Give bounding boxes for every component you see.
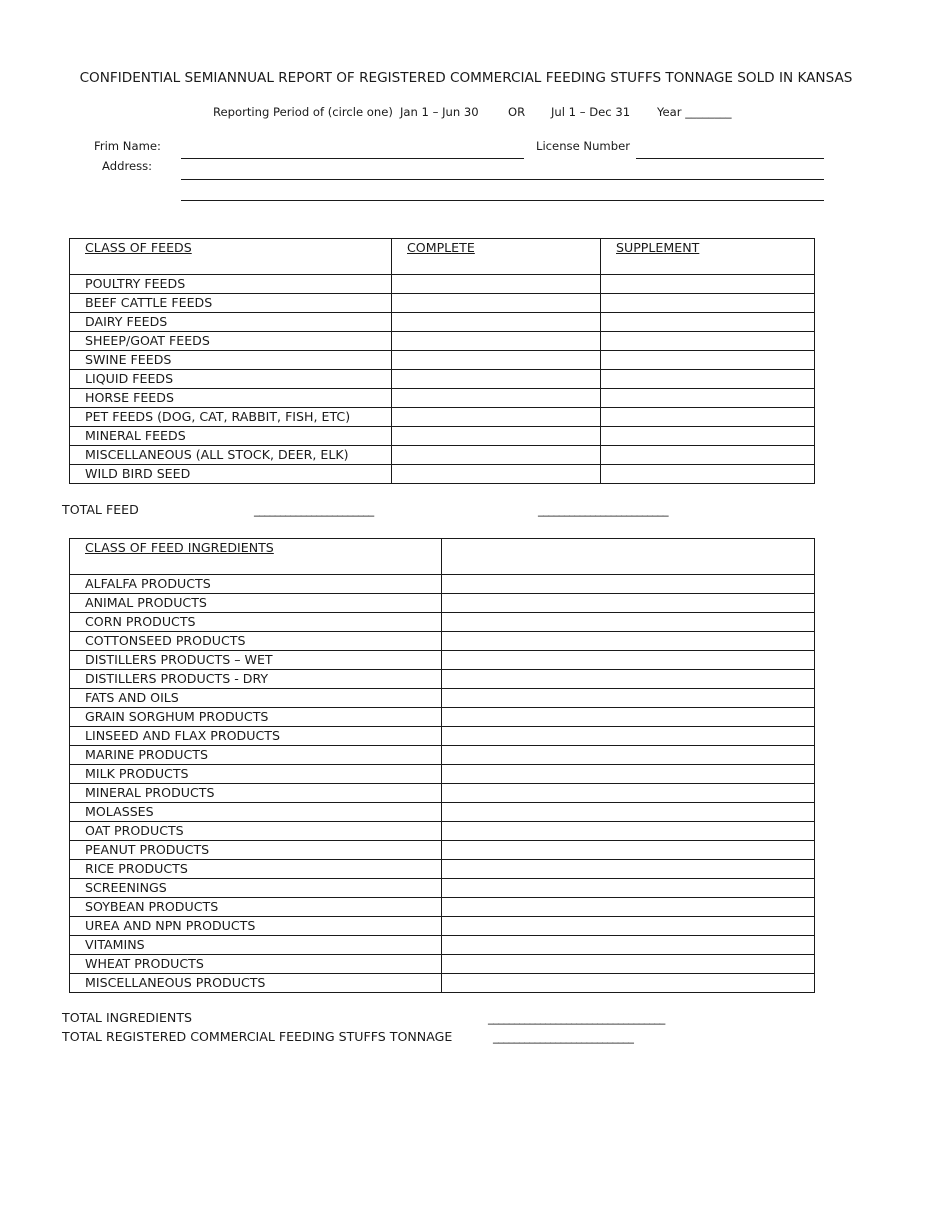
ingredient-class-cell: PEANUT PRODUCTS bbox=[70, 841, 442, 860]
feed-row bbox=[70, 427, 815, 446]
ingredient-row bbox=[70, 689, 815, 708]
total-feed-supplement-field[interactable]: _________________________ bbox=[538, 503, 668, 517]
ingredient-row bbox=[70, 974, 815, 993]
feed-class-cell: SWINE FEEDS bbox=[70, 351, 392, 370]
feed-row bbox=[70, 446, 815, 465]
feed-row bbox=[70, 408, 815, 427]
address-field-line-2[interactable] bbox=[181, 200, 824, 201]
feed-supplement-cell[interactable] bbox=[601, 408, 815, 427]
ingredient-class-cell: WHEAT PRODUCTS bbox=[70, 955, 442, 974]
ingredient-row bbox=[70, 841, 815, 860]
header-ingredients-value bbox=[442, 539, 815, 575]
ingredient-value-cell[interactable] bbox=[442, 727, 815, 746]
ingredient-value-cell[interactable] bbox=[442, 594, 815, 613]
class-of-feeds-table bbox=[69, 238, 815, 484]
ingredient-value-cell[interactable] bbox=[442, 575, 815, 594]
feed-class-cell: MISCELLANEOUS (ALL STOCK, DEER, ELK) bbox=[70, 446, 392, 465]
feed-complete-cell[interactable] bbox=[392, 313, 601, 332]
total-feed-label: TOTAL FEED bbox=[62, 502, 139, 517]
ingredient-value-cell[interactable] bbox=[442, 898, 815, 917]
feed-row bbox=[70, 313, 815, 332]
class-of-feed-ingredients-table bbox=[69, 538, 815, 993]
header-class-of-feed-ingredients: CLASS OF FEED INGREDIENTS bbox=[70, 539, 442, 575]
ingredient-class-cell: GRAIN SORGHUM PRODUCTS bbox=[70, 708, 442, 727]
ingredient-class-cell: MOLASSES bbox=[70, 803, 442, 822]
feed-supplement-cell[interactable] bbox=[601, 351, 815, 370]
ingredient-value-cell[interactable] bbox=[442, 841, 815, 860]
feed-class-cell: PET FEEDS (DOG, CAT, RABBIT, FISH, ETC) bbox=[70, 408, 392, 427]
address-field-line-1[interactable] bbox=[181, 179, 824, 180]
header-class-of-feeds: CLASS OF FEEDS bbox=[70, 239, 392, 275]
feed-supplement-cell[interactable] bbox=[601, 427, 815, 446]
ingredient-class-cell: ALFALFA PRODUCTS bbox=[70, 575, 442, 594]
ingredient-row bbox=[70, 822, 815, 841]
ingredient-value-cell[interactable] bbox=[442, 974, 815, 993]
ingredient-value-cell[interactable] bbox=[442, 803, 815, 822]
address-label: Address: bbox=[102, 159, 153, 173]
ingredient-value-cell[interactable] bbox=[442, 822, 815, 841]
ingredient-value-cell[interactable] bbox=[442, 651, 815, 670]
ingredient-row bbox=[70, 746, 815, 765]
feed-class-cell: DAIRY FEEDS bbox=[70, 313, 392, 332]
period-option-jan-jun[interactable]: Jan 1 – Jun 30 bbox=[400, 105, 479, 119]
header-complete: COMPLETE bbox=[392, 239, 601, 275]
total-registered-tonnage-field[interactable]: ___________________________ bbox=[493, 1030, 634, 1044]
feed-supplement-cell[interactable] bbox=[601, 370, 815, 389]
ingredient-row bbox=[70, 955, 815, 974]
ingredient-value-cell[interactable] bbox=[442, 936, 815, 955]
ingredient-value-cell[interactable] bbox=[442, 860, 815, 879]
feed-complete-cell[interactable] bbox=[392, 275, 601, 294]
total-feed-complete-field[interactable]: _______________________ bbox=[254, 503, 374, 517]
feed-row bbox=[70, 332, 815, 351]
feed-complete-cell[interactable] bbox=[392, 370, 601, 389]
ingredient-class-cell: COTTONSEED PRODUCTS bbox=[70, 632, 442, 651]
ingredient-class-cell: SCREENINGS bbox=[70, 879, 442, 898]
license-number-field[interactable] bbox=[636, 158, 824, 159]
feed-complete-cell[interactable] bbox=[392, 389, 601, 408]
ingredient-row bbox=[70, 917, 815, 936]
feed-supplement-cell[interactable] bbox=[601, 446, 815, 465]
feed-complete-cell[interactable] bbox=[392, 446, 601, 465]
ingredient-class-cell: MINERAL PRODUCTS bbox=[70, 784, 442, 803]
ingredient-row bbox=[70, 936, 815, 955]
ingredient-class-cell: MILK PRODUCTS bbox=[70, 765, 442, 784]
ingredient-value-cell[interactable] bbox=[442, 613, 815, 632]
feed-complete-cell[interactable] bbox=[392, 294, 601, 313]
feed-class-cell: POULTRY FEEDS bbox=[70, 275, 392, 294]
ingredient-class-cell: OAT PRODUCTS bbox=[70, 822, 442, 841]
feed-complete-cell[interactable] bbox=[392, 351, 601, 370]
period-or-text: OR bbox=[508, 105, 526, 119]
feed-complete-cell[interactable] bbox=[392, 332, 601, 351]
feed-class-cell: WILD BIRD SEED bbox=[70, 465, 392, 484]
ingredient-row bbox=[70, 860, 815, 879]
feed-row bbox=[70, 275, 815, 294]
ingredient-value-cell[interactable] bbox=[442, 670, 815, 689]
ingredient-value-cell[interactable] bbox=[442, 746, 815, 765]
firm-name-label: Frim Name: bbox=[94, 139, 161, 153]
feed-supplement-cell[interactable] bbox=[601, 389, 815, 408]
ingredient-value-cell[interactable] bbox=[442, 955, 815, 974]
ingredient-value-cell[interactable] bbox=[442, 784, 815, 803]
ingredient-row bbox=[70, 632, 815, 651]
total-ingredients-label: TOTAL INGREDIENTS bbox=[62, 1010, 193, 1025]
ingredient-row bbox=[70, 613, 815, 632]
feed-supplement-cell[interactable] bbox=[601, 275, 815, 294]
feed-class-cell: MINERAL FEEDS bbox=[70, 427, 392, 446]
ingredient-value-cell[interactable] bbox=[442, 632, 815, 651]
feed-supplement-cell[interactable] bbox=[601, 313, 815, 332]
feed-row bbox=[70, 351, 815, 370]
ingredient-class-cell: CORN PRODUCTS bbox=[70, 613, 442, 632]
total-registered-tonnage-label: TOTAL REGISTERED COMMERCIAL FEEDING STUFFS TONNAGE bbox=[62, 1029, 453, 1044]
ingredient-row bbox=[70, 765, 815, 784]
feed-supplement-cell[interactable] bbox=[601, 465, 815, 484]
ingredient-value-cell[interactable] bbox=[442, 917, 815, 936]
firm-name-field[interactable] bbox=[181, 158, 524, 159]
feed-row bbox=[70, 294, 815, 313]
ingredient-class-cell: DISTILLERS PRODUCTS – WET bbox=[70, 651, 442, 670]
ingredient-row bbox=[70, 784, 815, 803]
ingredient-class-cell: FATS AND OILS bbox=[70, 689, 442, 708]
feed-class-cell: LIQUID FEEDS bbox=[70, 370, 392, 389]
ingredient-row bbox=[70, 670, 815, 689]
feed-complete-cell[interactable] bbox=[392, 465, 601, 484]
ingredient-class-cell: DISTILLERS PRODUCTS - DRY bbox=[70, 670, 442, 689]
ingredient-class-cell: UREA AND NPN PRODUCTS bbox=[70, 917, 442, 936]
reporting-period-label: Reporting Period of (circle one) bbox=[213, 105, 393, 119]
header-supplement: SUPPLEMENT bbox=[601, 239, 815, 275]
ingredient-class-cell: MISCELLANEOUS PRODUCTS bbox=[70, 974, 442, 993]
ingredient-row bbox=[70, 898, 815, 917]
feed-row bbox=[70, 370, 815, 389]
ingredient-row bbox=[70, 708, 815, 727]
feed-complete-cell[interactable] bbox=[392, 427, 601, 446]
ingredient-row bbox=[70, 575, 815, 594]
ingredient-class-cell: VITAMINS bbox=[70, 936, 442, 955]
ingredient-class-cell: ANIMAL PRODUCTS bbox=[70, 594, 442, 613]
ingredient-row bbox=[70, 879, 815, 898]
year-field[interactable]: Year ________ bbox=[657, 105, 732, 119]
feed-class-cell: SHEEP/GOAT FEEDS bbox=[70, 332, 392, 351]
page-title: CONFIDENTIAL SEMIANNUAL REPORT OF REGISTERED COMMERCIAL FEEDING STUFFS TONNAGE SOLD IN KANSAS bbox=[79, 70, 853, 86]
ingredient-value-cell[interactable] bbox=[442, 765, 815, 784]
feed-complete-cell[interactable] bbox=[392, 408, 601, 427]
ingredient-class-cell: LINSEED AND FLAX PRODUCTS bbox=[70, 727, 442, 746]
ingredient-class-cell: RICE PRODUCTS bbox=[70, 860, 442, 879]
feed-class-cell: BEEF CATTLE FEEDS bbox=[70, 294, 392, 313]
license-number-label: License Number bbox=[536, 139, 630, 153]
ingredient-row bbox=[70, 594, 815, 613]
ingredient-class-cell: SOYBEAN PRODUCTS bbox=[70, 898, 442, 917]
ingredient-value-cell[interactable] bbox=[442, 879, 815, 898]
ingredient-row bbox=[70, 803, 815, 822]
feed-supplement-cell[interactable] bbox=[601, 332, 815, 351]
feed-row bbox=[70, 389, 815, 408]
total-ingredients-field[interactable]: __________________________________ bbox=[488, 1011, 665, 1025]
feed-supplement-cell[interactable] bbox=[601, 294, 815, 313]
ingredient-row bbox=[70, 727, 815, 746]
ingredient-value-cell[interactable] bbox=[442, 689, 815, 708]
ingredient-class-cell: MARINE PRODUCTS bbox=[70, 746, 442, 765]
feed-row bbox=[70, 465, 815, 484]
ingredient-row bbox=[70, 651, 815, 670]
feed-class-cell: HORSE FEEDS bbox=[70, 389, 392, 408]
ingredient-value-cell[interactable] bbox=[442, 708, 815, 727]
period-option-jul-dec[interactable]: Jul 1 – Dec 31 bbox=[551, 105, 631, 119]
